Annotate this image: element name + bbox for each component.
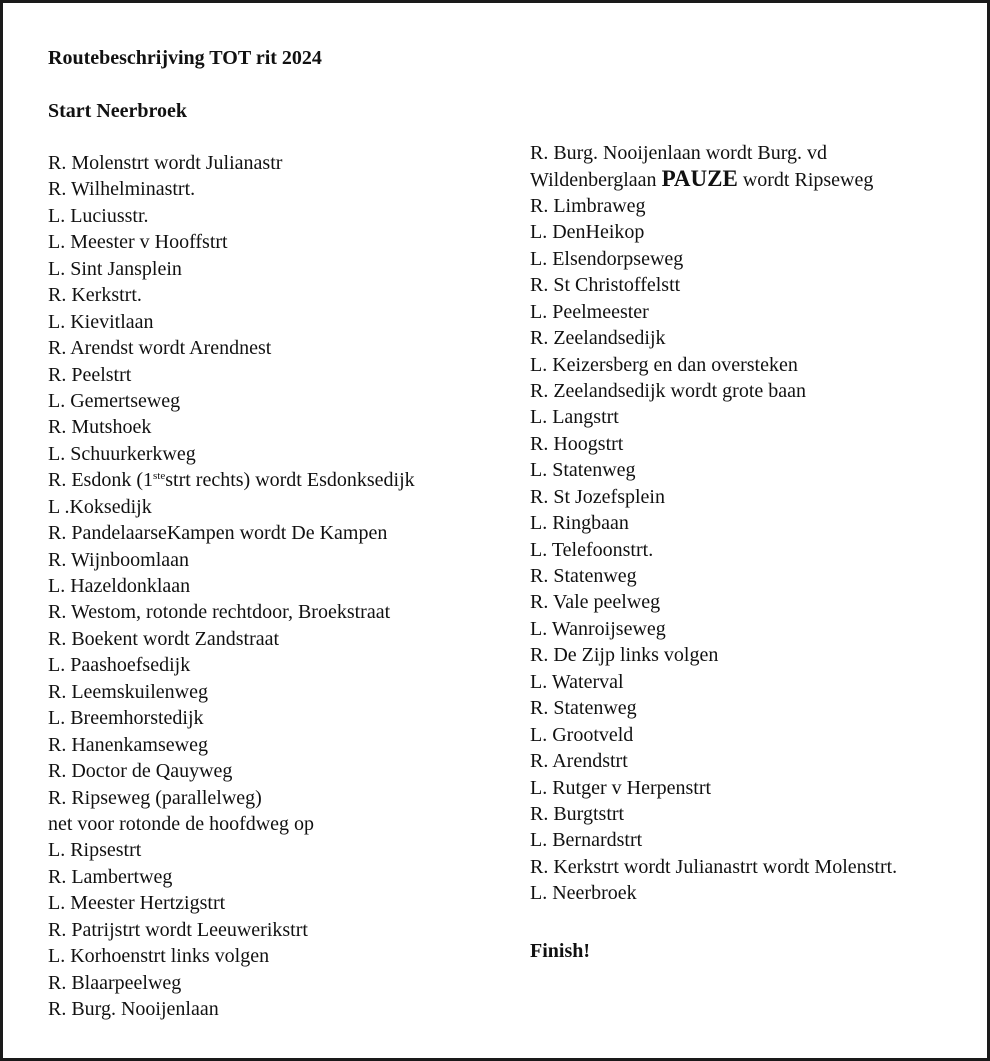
route-step: net voor rotonde de hoofdweg op: [48, 812, 315, 835]
start-heading: Start Neerbroek: [48, 100, 188, 122]
route-step: L. Grootveld: [530, 723, 634, 746]
route-step: L. Peelmeester: [530, 300, 649, 323]
route-step: R. PandelaarseKampen wordt De Kampen: [48, 522, 388, 545]
route-step: L. Waterval: [530, 670, 624, 693]
route-step: L. Paashoefsedijk: [48, 654, 191, 677]
route-step: L. Schuurkerkweg: [48, 442, 196, 465]
route-step: R. Vale peelweg: [530, 591, 661, 614]
route-step: L. Hazeldonklaan: [48, 575, 191, 597]
route-step: R. Burgtstrt: [530, 802, 625, 825]
route-step: R. Doctor de Qauyweg: [48, 760, 233, 783]
finish-label: Finish!: [530, 940, 591, 962]
pauze-before: Wildenberglaan: [530, 169, 657, 192]
route-step: R. Statenweg: [530, 565, 637, 587]
route-step: R. Mutshoek: [48, 416, 152, 439]
route-step: L. Kievitlaan: [48, 310, 154, 333]
route-step: R. Burg. Nooijenlaan wordt Burg. vd: [530, 142, 828, 164]
route-step-pauze: [530, 166, 897, 192]
route-step: L. Gemertseweg: [48, 389, 181, 412]
esdonk-start: R. Esdonk (1: [48, 469, 153, 492]
route-list-left: [48, 150, 415, 1022]
route-step: L. Keizersberg en dan oversteken: [530, 353, 798, 376]
document-title: Routebeschrijving TOT rit 2024: [48, 47, 322, 69]
route-step: L. Luciusstr.: [48, 204, 149, 227]
route-step: R. Lambertweg: [48, 865, 173, 888]
route-step: R. Arendst wordt Arendnest: [48, 337, 272, 360]
route-step: L. Ringbaan: [530, 512, 629, 535]
route-step: R. Wijnboomlaan: [48, 548, 190, 571]
route-step: R. Zeelandsedijk wordt grote baan: [530, 379, 807, 402]
route-step: L. Breemhorstedijk: [48, 707, 204, 730]
route-step: L. Sint Jansplein: [48, 257, 182, 280]
route-step: L. Rutger v Herpenstrt: [530, 776, 712, 799]
route-step: R. Blaarpeelweg: [48, 971, 182, 994]
route-step: R. Westom, rotonde rechtdoor, Broekstraat: [48, 601, 391, 624]
route-step: R. Statenweg: [530, 697, 637, 720]
route-step: L. Statenweg: [530, 459, 636, 482]
route-step: R. Patrijstrt wordt Leeuwerikstrt: [48, 918, 308, 941]
route-step: R. St Christoffelstt: [530, 274, 681, 297]
route-step: R. Molenstrt wordt Julianastr: [48, 152, 283, 174]
route-step: R. Burg. Nooijenlaan: [48, 998, 219, 1020]
route-step: L. Telefoonstrt.: [530, 538, 654, 561]
route-step: R. Zeelandsedijk: [530, 327, 666, 350]
pauze-after: wordt Ripseweg: [742, 169, 874, 192]
route-step: L. Korhoenstrt links volgen: [48, 945, 270, 968]
route-step: L. Meester Hertzigstrt: [48, 892, 226, 915]
route-list-right: [530, 140, 897, 907]
route-step: R. Ripseweg (parallelweg): [48, 786, 262, 809]
route-step: R. Kerkstrt.: [48, 284, 142, 307]
route-step: R. Arendstrt: [530, 750, 628, 773]
route-step: R. Hoogstrt: [530, 432, 624, 455]
route-step: L. Bernardstrt: [530, 829, 643, 852]
route-step: L. DenHeikop: [530, 221, 645, 244]
route-step: R. Hanenkamseweg: [48, 733, 208, 756]
route-step: R. Boekent wordt Zandstraat: [48, 627, 280, 650]
route-step: R. Limbraweg: [530, 194, 646, 217]
route-step: L. Elsendorpseweg: [530, 247, 684, 270]
route-step: R. Kerkstrt wordt Julianastrt wordt Molenstrt.: [530, 855, 898, 878]
esdonk-superscript: ste: [153, 470, 166, 483]
route-step: R. Peelstrt: [48, 363, 132, 386]
route-step-esdonk: [48, 467, 415, 493]
route-step: L. Ripsestrt: [48, 839, 142, 862]
route-step: R. Leemskuilenweg: [48, 680, 208, 703]
route-step: R. St Jozefsplein: [530, 485, 665, 508]
route-step: R. Wilhelminastrt.: [48, 178, 196, 201]
route-step: L .Koksedijk: [48, 495, 152, 518]
route-step: L. Langstrt: [530, 406, 619, 429]
route-step: R. De Zijp links volgen: [530, 644, 719, 667]
pauze-label: PAUZE: [661, 166, 738, 192]
route-step: L. Neerbroek: [530, 882, 637, 905]
esdonk-rest: strt rechts) wordt Esdonksedijk: [165, 469, 415, 492]
route-step: L. Wanroijseweg: [530, 617, 666, 640]
route-step: L. Meester v Hooffstrt: [48, 231, 228, 254]
